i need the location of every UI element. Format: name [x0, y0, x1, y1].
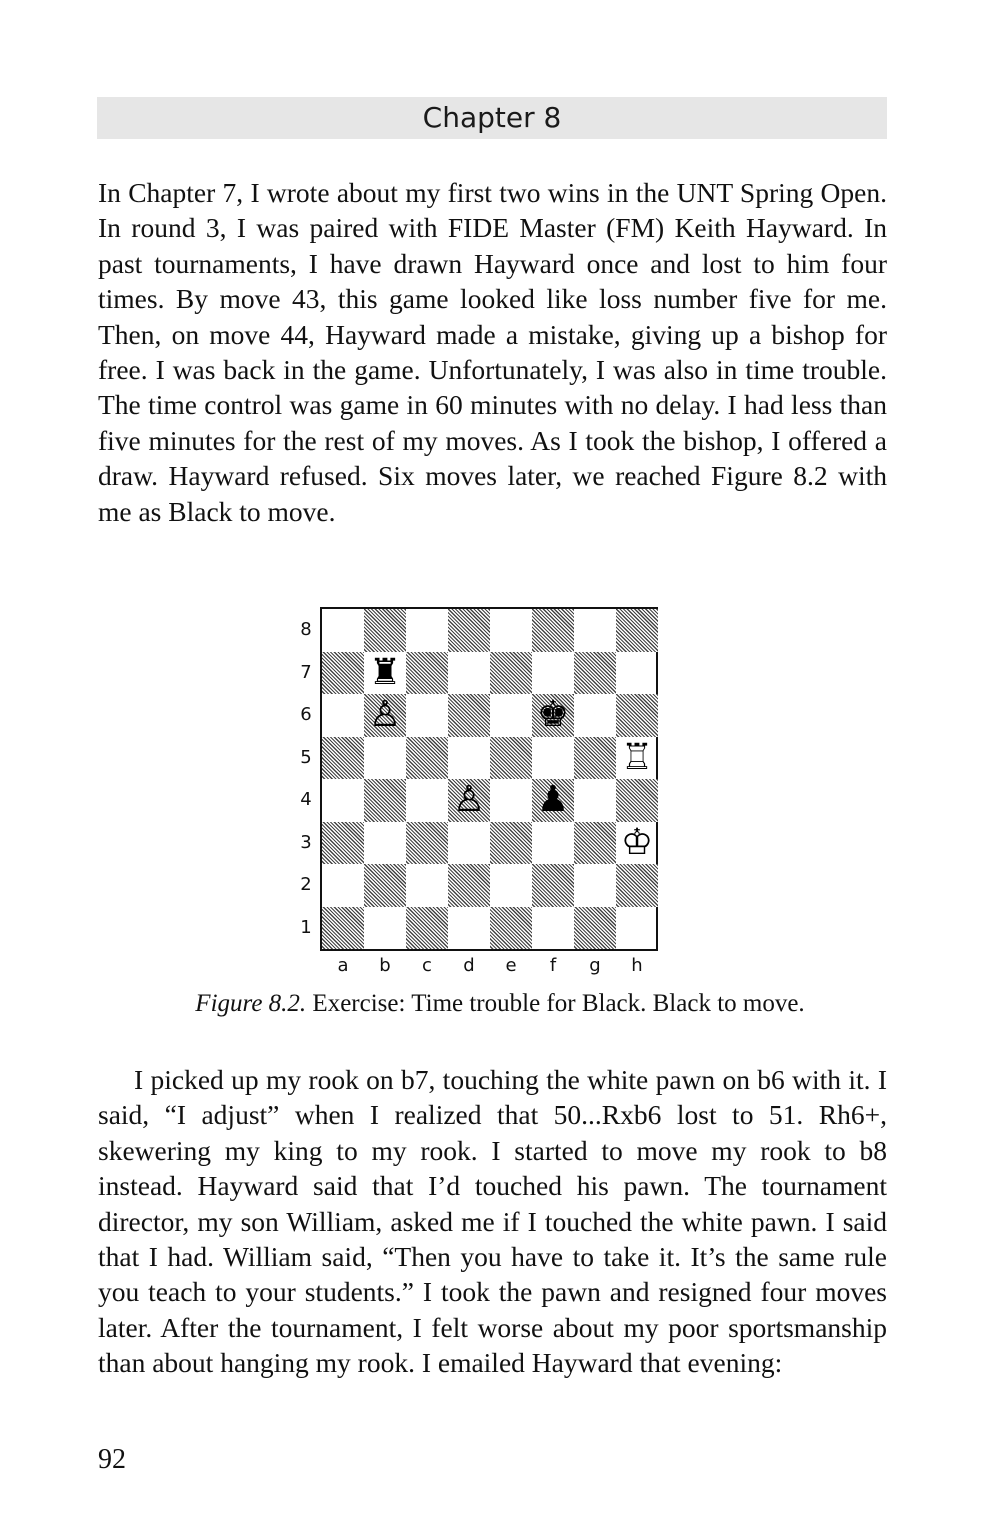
square-a1 — [322, 907, 364, 950]
paragraph-intro: In Chapter 7, I wrote about my first two wins in the UNT Spring Open. In round 3, I was paired with FIDE Master (FM) Keith Hayward. In past tournaments, I have drawn Hayward once and lost to him four times. By move 43, this game looked like loss number five for me. Then, on move 44, Hayward made a mistake, giving up a bishop for free. I was back in the game. Unfortunately, I was also in time trouble. The time control was game in 60 minutes with no delay. I had less than five minutes for the rest of my moves. As I took the bishop, I offered a draw. Hayward refused. Six moves later, we reached Figure 8.2 with me as Black to move. — [98, 177, 887, 527]
square-e1 — [490, 907, 532, 950]
file-label-b: b — [379, 955, 391, 976]
square-c7 — [406, 652, 448, 695]
figure-caption — [0, 990, 1000, 1018]
square-a6 — [322, 694, 364, 737]
square-h1 — [616, 907, 658, 950]
chapter-header: Chapter 8 — [97, 97, 887, 139]
black-rook-icon: ♜ — [368, 651, 402, 693]
caption-text: Exercise: Time trouble for Black. Black to move. — [306, 990, 805, 1017]
square-f5 — [532, 737, 574, 780]
square-d5 — [448, 737, 490, 780]
black-king-icon: ♚ — [536, 694, 570, 735]
square-g5 — [574, 737, 616, 780]
chess-diagram — [295, 605, 675, 985]
square-e3 — [490, 822, 532, 865]
square-g2 — [574, 864, 616, 907]
square-b4 — [364, 779, 406, 822]
file-label-h: h — [631, 955, 643, 976]
file-label-g: g — [589, 955, 601, 976]
square-g4 — [574, 779, 616, 822]
rank-label-8: 8 — [300, 619, 312, 640]
square-h2 — [616, 864, 658, 907]
square-b2 — [364, 864, 406, 907]
square-f2 — [532, 864, 574, 907]
rank-label-1: 1 — [300, 916, 312, 938]
rank-label-5: 5 — [300, 746, 312, 768]
square-g6 — [574, 694, 616, 737]
rank-label-6: 6 — [300, 704, 312, 725]
square-b1 — [364, 907, 406, 950]
square-f3 — [532, 822, 574, 865]
file-label-e: e — [505, 955, 517, 976]
square-g7 — [574, 652, 616, 695]
square-e5 — [490, 737, 532, 780]
square-b3 — [364, 822, 406, 865]
square-e4 — [490, 779, 532, 822]
rank-label-3: 3 — [300, 831, 312, 853]
square-e7 — [490, 652, 532, 695]
square-a3 — [322, 822, 364, 865]
paragraph-story: I picked up my rook on b7, touching the white pawn on b6 with it. I said, “I adjust” when I realized that 50...Rxb6 lost to 51. Rh6+, skewering my king to my rook. I started to move my rook to b8 instead. Hayward said that I’d touched his pawn. The tournament director, my son William, asked me if I touched the white pawn. I said that I had. William said, “Then you have to take it. It’s the same rule you teach to your students.” I took the pawn and resigned four moves later. After the tournament, I felt worse about my poor sportsmanship than about hanging my rook. I emailed Hayward that evening: — [98, 1064, 887, 1379]
white-pawn-icon: ♙ — [452, 779, 486, 820]
square-d1 — [448, 907, 490, 950]
square-c5 — [406, 737, 448, 780]
square-d3 — [448, 822, 490, 865]
square-h4 — [616, 779, 658, 822]
square-c6 — [406, 694, 448, 737]
rank-label-4: 4 — [300, 789, 312, 810]
square-h7 — [616, 652, 658, 695]
black-pawn-icon: ♟ — [536, 779, 570, 820]
square-h6 — [616, 694, 658, 737]
square-c8 — [406, 609, 448, 652]
square-h8 — [616, 609, 658, 652]
square-e2 — [490, 864, 532, 907]
square-d7 — [448, 652, 490, 695]
square-e8 — [490, 609, 532, 652]
file-label-d: d — [463, 955, 475, 976]
square-f7 — [532, 652, 574, 695]
square-g1 — [574, 907, 616, 950]
square-f8 — [532, 609, 574, 652]
square-b5 — [364, 737, 406, 780]
square-d8 — [448, 609, 490, 652]
square-d6 — [448, 694, 490, 737]
square-d2 — [448, 864, 490, 907]
square-a7 — [322, 652, 364, 695]
square-e6 — [490, 694, 532, 737]
file-label-f: f — [549, 955, 557, 976]
rank-label-2: 2 — [300, 874, 312, 895]
page-number: 92 — [98, 1444, 126, 1475]
square-c4 — [406, 779, 448, 822]
rank-label-7: 7 — [300, 661, 312, 683]
square-f1 — [532, 907, 574, 950]
white-pawn-icon: ♙ — [368, 694, 402, 735]
square-a5 — [322, 737, 364, 780]
white-king-icon: ♔ — [620, 821, 654, 863]
square-b8 — [364, 609, 406, 652]
square-g3 — [574, 822, 616, 865]
white-rook-icon: ♖ — [620, 736, 654, 778]
square-c1 — [406, 907, 448, 950]
file-label-c: c — [422, 955, 432, 976]
square-a2 — [322, 864, 364, 907]
figure-label: Figure 8.2. — [195, 990, 307, 1017]
file-label-a: a — [337, 955, 349, 976]
chess-board — [320, 607, 658, 951]
square-a4 — [322, 779, 364, 822]
square-a8 — [322, 609, 364, 652]
square-c2 — [406, 864, 448, 907]
square-g8 — [574, 609, 616, 652]
square-c3 — [406, 822, 448, 865]
